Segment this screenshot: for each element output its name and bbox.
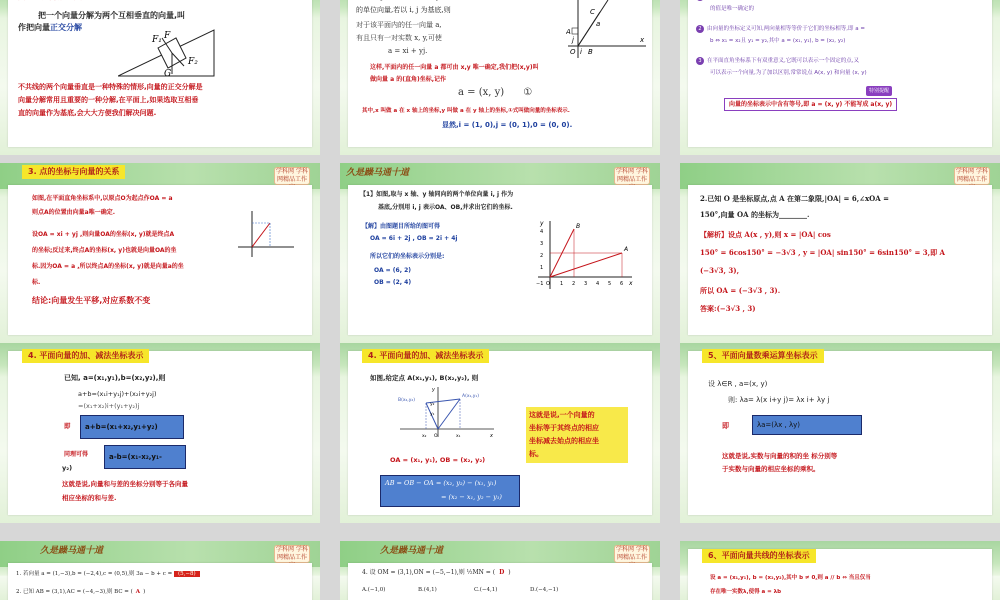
unit-vector-figure — [566, 0, 652, 60]
line-6: 标. — [32, 279, 41, 286]
scalar-formula-box: λa=(λx , λy) — [752, 415, 862, 435]
slide-paper — [8, 351, 312, 515]
point-b-label: B — [576, 223, 581, 230]
slogan-banner: 久是躁马通十道 — [346, 168, 410, 178]
question-line-2: 基底,分别用 i, j 表示OA、OB,并求出它们的坐标. — [378, 204, 513, 211]
slide-paper — [348, 351, 652, 515]
text-line-5: a = xi + yj. — [388, 47, 428, 55]
label-f2: F₂ — [188, 57, 198, 67]
red-line-2: 做向量 a 的(直角)坐标,记作 — [370, 76, 446, 83]
expansion-line: 则: λa= λ(x i+y j)= λx i+ λy j — [728, 396, 830, 404]
point-a-figure — [236, 209, 296, 259]
note-line-2: 向量分解常用且重要的一种分解,在平面上,如果选取互相垂 — [18, 96, 199, 104]
conclusion: 结论:向量发生平移,对应系数不变 — [32, 296, 151, 305]
solution-line-3: (−3√3, 3), — [700, 266, 740, 275]
answer-line-3: 所以它们的坐标表示分别是: — [370, 253, 445, 260]
slide-paper — [688, 0, 992, 147]
solution-line-2: 150° = 6cos150° = −3√3 , y = |OA| sin150° = 6sin150° = 3,即 A — [700, 248, 945, 257]
note-2-line-2: b ⇔ x₁ = x₂且 y₁ = y₂,其中 a = (x₁, y₁), b = (x₂, y₂) — [710, 38, 846, 44]
slide-9-scalar-multiplication[interactable] — [680, 343, 1000, 523]
two-points-figure — [396, 385, 496, 441]
blue-line: 显然,i = (1, 0),j = (0, 1),0 = (0, 0). — [442, 121, 573, 129]
note-line-1: 不共线的两个向量垂直是一种特殊的情形,向量的正交分解是 — [18, 83, 203, 91]
slide-10-exercises[interactable] — [0, 541, 320, 600]
special-reminder-tag: 特别提醒 — [866, 86, 892, 96]
note-line-3: 直的向量作为基底,会大大方便我们解决问题. — [18, 109, 157, 117]
definition-line-1: 把一个向量分解为两个互相垂直的向量,叫 — [38, 11, 186, 20]
note-line-2: 相应坐标的和与差. — [62, 494, 117, 502]
collinear-line-2: 存在唯一实数λ,使得 a = λb — [710, 589, 782, 595]
label-g: G — [164, 69, 172, 78]
line-3: 设OA = xi + yj ,则向量OA的坐标(x, y)就是终点A — [32, 231, 175, 238]
publisher-badge: 学科网 学科网精品工作 — [614, 167, 650, 185]
slide-11-exercises[interactable] — [340, 541, 660, 600]
option-c: C.(−4,1) — [474, 587, 498, 593]
slide-5-example-1[interactable] — [340, 163, 660, 343]
note-line-2: 于实数与向量的相应坐标的乘积。 — [722, 465, 820, 473]
section-header: 6、平面向量共线的坐标表示 — [702, 549, 816, 563]
line-1: 如图,在平面直角坐标系中,以原点O为起点作OA = a — [32, 195, 173, 202]
that-is-label: 即 — [722, 422, 729, 430]
slide-3-notes[interactable] — [680, 0, 1000, 155]
question-line-1: 2.已知 O 是坐标原点,点 A 在第二象限,|OA| = 6,∠xOA = — [700, 194, 889, 203]
tick-x1: x₁ — [456, 434, 461, 439]
difference-continuation: y₂) — [62, 464, 73, 472]
red-line-1: 这样,平面内的任一向量 a 都可由 x,y 唯一确定,我们把(x,y)叫 — [370, 64, 539, 71]
note-3-line-2: 可以表示一个向量,为了加以区别,常常说点 A(x, y) 和向量 (x, y) — [710, 70, 867, 76]
answer-line-5: OB = (2, 4) — [374, 279, 412, 286]
answer-line-2: OA = 6i + 2j , OB = 2i + 4j — [370, 235, 458, 242]
axis-y-label: y — [540, 220, 544, 227]
solution-line-1: 【解析】设点 A(x , y),则 x = |OA| cos — [700, 230, 831, 239]
highlight-note — [526, 407, 628, 463]
coordinate-formula: a = (x, y) ① — [458, 87, 533, 98]
formula-line-2: = (x₂ − x₁, y₂ − y₁) — [441, 493, 502, 501]
that-is-label: 即 — [64, 422, 71, 430]
note-2-line-1: 2 由向量的坐标定义可知,两向量相等等价于它们的坐标相等,即 a = — [696, 24, 865, 35]
slide-paper — [348, 563, 652, 600]
section-header: 3. 点的坐标与向量的关系 — [22, 165, 125, 179]
sum-line-2: =(x₁+x₂)i+(y₁+y₂)j — [78, 402, 140, 410]
note-3-line-1: 3 在平面直角坐标系下有双重意义,它既可以表示一个固定的点,又 — [696, 56, 859, 67]
formula-line-1: AB = OB − OA = (x₂, y₂) − (x₁, y₁) — [385, 479, 497, 487]
note-line-3: 坐标减去始点的相应坐 — [529, 437, 599, 445]
slide-paper — [348, 0, 652, 147]
text-line-4: 有且只有一对实数 x, y,可使 — [356, 34, 442, 42]
answer-line-4: OA = (6, 2) — [374, 267, 411, 274]
slide-6-example-2[interactable] — [680, 163, 1000, 343]
example-coordinate-figure — [536, 219, 636, 291]
origin-o: O — [434, 434, 438, 439]
sum-formula-box: a+b=(x₁+x₂,y₁+y₂) — [80, 415, 184, 439]
origin-o: O — [570, 48, 576, 56]
option-a: A.(−1,0) — [362, 587, 386, 593]
slide-2-coordinate-representation[interactable] — [340, 0, 660, 155]
slide-paper — [348, 185, 652, 335]
given-line: 已知, a=(x₁,y₁),b=(x₂,y₂),则 — [64, 374, 166, 382]
note-1-line-1 — [696, 0, 864, 3]
note-line-1: 这就是说,一个向量的 — [529, 411, 595, 419]
slide-paper — [688, 185, 992, 335]
option-d: D.(−4,−1) — [530, 587, 559, 593]
slide-paper — [688, 351, 992, 515]
tick-x-5: 5 — [608, 281, 612, 287]
force-decomposition-figure — [118, 26, 218, 78]
note-line-2: 坐标等于其终点的相应 — [529, 424, 599, 432]
tick-x-1: 1 — [560, 281, 564, 287]
slogan-banner: 久是躁马通十道 — [380, 546, 444, 556]
tick-4: 4 — [540, 229, 544, 235]
note-line-4: 标。 — [529, 450, 543, 458]
point-a-label: A(x₁,y₁) — [462, 394, 479, 399]
slide-7-addition-subtraction[interactable] — [0, 343, 320, 523]
given-line: 设 λ∈R , a=(x, y) — [708, 380, 768, 388]
difference-formula-box: a-b=(x₁-x₂,y₁- — [104, 445, 186, 469]
axis-y: y — [432, 387, 435, 393]
slide-paper — [688, 549, 992, 600]
tick-x-6: 6 — [620, 281, 624, 287]
exercise-1-answer: (5,−8) — [174, 571, 200, 577]
tick-2: 2 — [540, 253, 544, 259]
exercise-2: 2. 已知 AB = (3,1),AC = (−4,−3),则 BC = ( A ) — [16, 589, 146, 595]
axis-x: x — [640, 36, 645, 44]
tick-x-3: 3 — [584, 281, 588, 287]
slide-paper — [8, 0, 312, 147]
tick-neg-1: −1 — [536, 281, 544, 287]
section-header: 4. 平面向量的加、减法坐标表示 — [362, 349, 489, 363]
text-line-3: 对于该平面内的任一向量 a, — [356, 21, 442, 29]
note-1-line-2: 的值是唯一确定的 — [710, 6, 755, 12]
solution-line-4: 所以 OA = (−3√3 , 3). — [700, 286, 781, 295]
question-line-1: 【1】如图,取与 x 轴、y 轴同向的两个单位向量 i, j 作为 — [360, 191, 514, 198]
answer-line-1: 【解】由图题目所给的图可得 — [362, 223, 441, 230]
note-line-1: 这就是说,实数与向量的积的坐 标分别等 — [722, 452, 838, 460]
publisher-badge: 学科网 学科网精品工作 — [274, 167, 310, 185]
unit-j: j — [572, 36, 574, 44]
origin-o: O — [546, 281, 550, 287]
tick-1: 1 — [540, 265, 544, 271]
given-points-line: 如图,给定点 A(x₁,y₁), B(x₂,y₂), 则 — [370, 374, 479, 382]
note-line-1: 这就是说,向量和与差的坐标分别等于各向量 — [62, 480, 188, 488]
point-b: B — [588, 48, 593, 56]
tick-3: 3 — [540, 241, 544, 247]
axis-x-label: x — [629, 280, 633, 287]
unit-i: i — [580, 48, 582, 56]
answer-line: 答案:(−3√3 , 3) — [700, 304, 756, 313]
section-header: 5、平面向量数乘运算坐标表示 — [702, 349, 824, 363]
point-c: C — [590, 8, 595, 16]
slide-4-point-vector-relation[interactable] — [0, 163, 320, 343]
tick-y1: y₁ — [430, 412, 435, 417]
line-2: 则点A的位置由向量a唯一确定. — [32, 209, 115, 216]
point-b-label: B(x₂,y₂) — [398, 398, 415, 403]
point-vectors-line: OA = (x₁, y₁), OB = (x₂, y₂) — [390, 456, 486, 464]
line-4: 的坐标;反过来,终点A的坐标(x, y)也就是向量OA的坐 — [32, 247, 177, 254]
vector-ab-formula-box — [380, 475, 520, 507]
exercise-1: 1. 若向量 a = (1,−3),b = (−2,4),c = (0,5),则 3a − b + c = (5,−8) — [16, 569, 200, 580]
section-header: 4. 平面向量的加、减法坐标表示 — [22, 349, 149, 363]
exercise-4-answer: D — [499, 569, 505, 576]
tick-x-4: 4 — [596, 281, 600, 287]
exercise-4-options — [362, 585, 586, 596]
label-f: F — [164, 31, 171, 41]
text-line-1 — [356, 0, 477, 3]
slide-8-vector-from-points[interactable] — [340, 343, 660, 523]
line-5: 标.因为OA = a ,所以终点A的坐标(x, y)就是向量a的坐 — [32, 263, 184, 270]
publisher-badge: 学科网 学科网精品工作 — [274, 545, 310, 563]
question-line-2: 150°,向量 OA 的坐标为________. — [700, 210, 810, 219]
text-line-2: 的单位向量,若以 i, j 为基底,则 — [356, 6, 451, 14]
slogan-banner: 久是躁马通十道 — [40, 546, 104, 556]
slide-title-partial — [18, 0, 85, 2]
definition-line-2: 作把向量正交分解 — [18, 23, 82, 32]
publisher-badge: 学科网 学科网精品工作 — [614, 545, 650, 563]
slide-1-orthogonal-decomposition[interactable] — [0, 0, 320, 155]
exercise-2-answer: A — [135, 589, 141, 595]
similarly-label: 同理可得 — [64, 451, 89, 458]
label-f1: F₁ — [152, 35, 162, 45]
publisher-badge: 学科网 学科网精品工作 — [954, 167, 990, 185]
slide-paper — [8, 563, 312, 600]
red-line-3: 其中,x 叫做 a 在 x 轴上的坐标,y 叫做 a 在 y 轴上的坐标,①式叫做向量的坐标表示. — [362, 108, 570, 114]
axis-x: x — [490, 433, 493, 439]
sum-line-1: a+b=(x₁i+y₁j)+(x₂i+y₂j) — [78, 390, 157, 398]
tick-x-2: 2 — [572, 281, 576, 287]
reminder-note: 向量的坐标表示中含有等号,即 a = (x, y) 不能写成 a(x, y) — [724, 98, 897, 111]
exercise-4: 4. 设 OM = (3,1),ON = (−5,−1),则 ½MN = ( D ) — [362, 569, 511, 576]
tick-y2: y₂ — [430, 402, 435, 407]
tick-x2: x₂ — [422, 434, 427, 439]
point-a-label: A — [624, 246, 629, 253]
point-a: A — [566, 28, 571, 36]
collinear-line-1: 设 a = (x₁,y₁), b = (x₂,y₂),其中 b ≠ 0,则 a // b ⇔ 当且仅当 — [710, 575, 871, 581]
vector-a: a — [596, 20, 601, 28]
slide-12-collinear[interactable] — [680, 541, 1000, 600]
option-b: B.(4,1) — [418, 587, 437, 593]
